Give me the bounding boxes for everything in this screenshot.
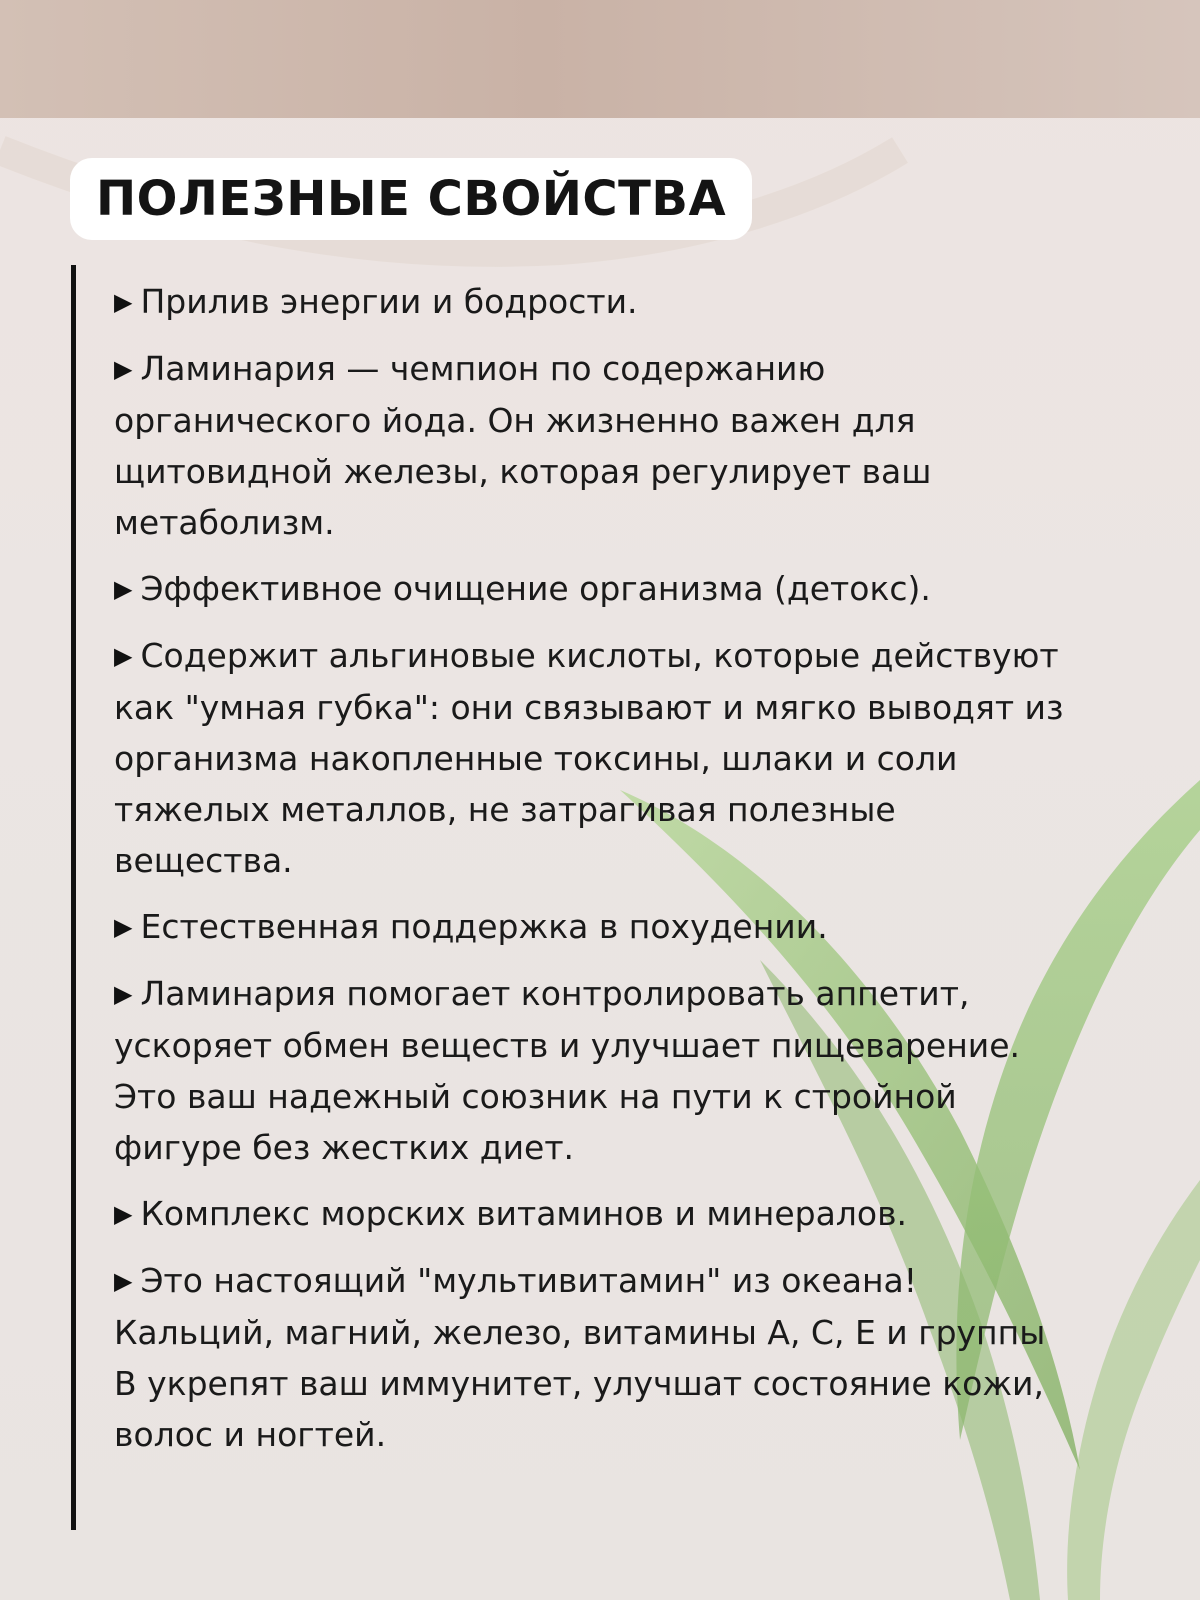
- list-item: [114, 968, 1074, 1173]
- triangle-right-icon: ▶: [114, 355, 133, 383]
- list-item: [114, 343, 1074, 548]
- list-item: [114, 1255, 1074, 1460]
- list-item: [114, 630, 1074, 886]
- benefits-list: [114, 276, 1074, 1475]
- list-item-text: Прилив энергии и бодрости.: [140, 282, 638, 321]
- page-title: ПОЛЕЗНЫЕ СВОЙСТВА: [96, 171, 727, 227]
- triangle-right-icon: ▶: [114, 980, 133, 1008]
- title-pill: [70, 158, 752, 240]
- list-item-text: Эффективное очищение организма (детокс).: [140, 569, 931, 608]
- vertical-divider-line: [71, 265, 76, 1530]
- triangle-right-icon: ▶: [114, 575, 133, 603]
- list-item-text: Ламинария — чемпион по содержанию органического йода. Он жизненно важен для щитовидной железы, которая регулирует ваш метаболизм.: [114, 349, 932, 542]
- list-item-text: Ламинария помогает контролировать аппетит, ускоряет обмен веществ и улучшает пищеварение. Это ваш надежный союзник на пути к стройной фигуре без жестких диет.: [114, 974, 1021, 1167]
- list-item-text: Естественная поддержка в похудении.: [140, 907, 828, 946]
- list-item-text: Содержит альгиновые кислоты, которые действуют как "умная губка": они связывают и мягко выводят из организма накопленные токсины, шлаки и соли тяжелых металлов, не затрагивая полезные вещества.: [114, 636, 1064, 880]
- triangle-right-icon: ▶: [114, 1200, 133, 1228]
- triangle-right-icon: ▶: [114, 288, 133, 316]
- list-item: [114, 563, 1074, 615]
- list-item-text: Это настоящий "мультивитамин" из океана! Кальций, магний, железо, витамины A, C, E и группы B укрепят ваш иммунитет, улучшат состояние кожи, волос и ногтей.: [114, 1261, 1046, 1454]
- list-item: [114, 276, 1074, 328]
- triangle-right-icon: ▶: [114, 1267, 133, 1295]
- list-item: [114, 901, 1074, 953]
- triangle-right-icon: ▶: [114, 913, 133, 941]
- triangle-right-icon: ▶: [114, 642, 133, 670]
- list-item: [114, 1188, 1074, 1240]
- list-item-text: Комплекс морских витаминов и минералов.: [140, 1194, 908, 1233]
